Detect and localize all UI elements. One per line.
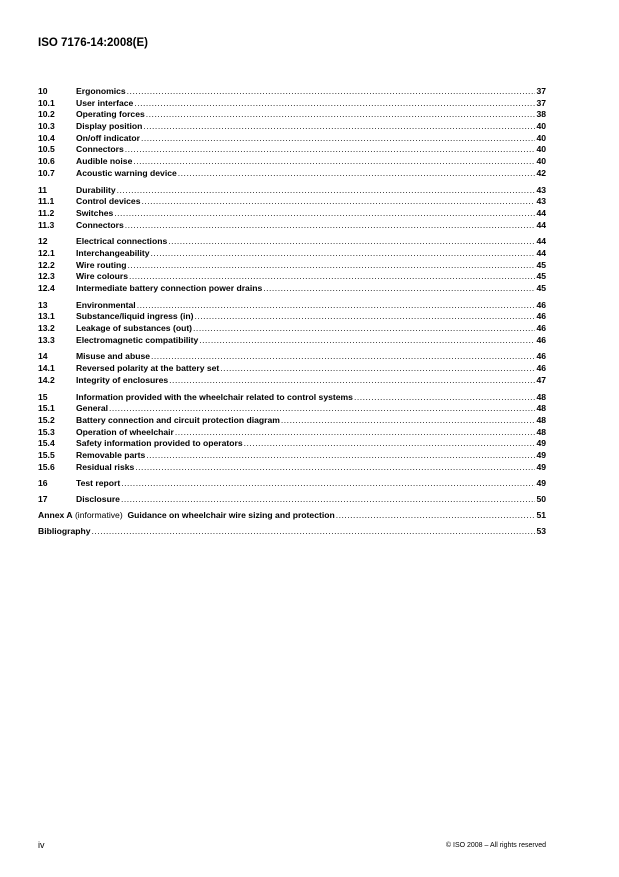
dot-leader [281,415,536,427]
toc-page: 37 [536,97,546,108]
toc-entry[interactable] [38,271,546,283]
dot-leader [143,121,535,133]
toc-title: Connectors [76,219,124,230]
toc-entry[interactable] [38,363,546,375]
toc-entry[interactable] [38,392,546,404]
toc-title: Switches [76,207,114,218]
toc-title: Leakage of substances (out) [76,323,193,334]
toc-page: 46 [536,323,546,334]
toc-number: 11.1 [38,196,55,207]
annex-title: Guidance on wheelchair wire sizing and protection [127,510,335,521]
toc-page: 46 [536,311,546,322]
toc-number: 14.1 [38,363,55,374]
dot-leader [175,427,536,439]
table-of-contents [38,86,546,542]
toc-entry[interactable] [38,300,546,312]
dot-leader [109,403,535,415]
toc-number: 10.5 [38,144,55,155]
toc-entry[interactable] [38,283,546,295]
toc-entry[interactable] [38,144,546,156]
toc-title: Removable parts [76,449,146,460]
toc-entry[interactable] [38,351,546,363]
dot-leader [194,311,535,323]
toc-entry[interactable] [38,168,546,180]
toc-entry[interactable] [38,415,546,427]
toc-number: 17 [38,494,48,505]
dot-leader [129,271,535,283]
toc-page: 46 [536,351,546,362]
toc-page: 40 [536,132,546,143]
toc-title: Operation of wheelchair [76,426,174,437]
toc-number: 14 [38,351,48,362]
toc-page: 40 [536,144,546,155]
toc-group-14 [38,351,546,386]
toc-number: 10.3 [38,121,55,132]
dot-leader [199,335,535,347]
toc-number: 15.1 [38,403,55,414]
toc-page: 44 [536,219,546,230]
toc-number: 10.2 [38,109,55,120]
toc-page: 48 [536,403,546,414]
toc-page: 48 [536,414,546,425]
toc-page: 49 [536,438,546,449]
dot-leader [128,260,536,272]
toc-entry-disclosure[interactable] [38,494,546,506]
dot-leader [193,323,535,335]
toc-number: 13 [38,299,48,310]
toc-number: 10.1 [38,97,55,108]
toc-number: 12 [38,236,48,247]
toc-title: User interface [76,97,134,108]
toc-title: Acoustic warning device [76,167,177,178]
toc-title: Test report [76,478,121,489]
toc-entry[interactable] [38,236,546,248]
toc-page: 45 [536,259,546,270]
toc-entry[interactable] [38,86,546,98]
toc-title: Reversed polarity at the battery set [76,363,220,374]
toc-entry[interactable] [38,375,546,387]
dot-leader [169,375,535,387]
toc-title: Durability [76,184,116,195]
toc-entry[interactable] [38,98,546,110]
toc-number: 15.4 [38,438,55,449]
annex-label: Annex A [38,510,73,521]
dot-leader [135,462,535,474]
toc-title: Control devices [76,196,141,207]
toc-entry[interactable] [38,208,546,220]
copyright-notice: © ISO 2008 – All rights reserved [445,842,546,849]
toc-number: 15 [38,391,48,402]
toc-number: 14.2 [38,374,55,385]
toc-title: Wire colours [76,271,128,282]
toc-page: 49 [536,449,546,460]
toc-entry[interactable] [38,156,546,168]
toc-entry[interactable] [38,109,546,121]
toc-number: 15.2 [38,414,55,425]
toc-page: 40 [536,156,546,167]
toc-page: 43 [536,184,546,195]
toc-number: 10.6 [38,156,55,167]
page-number: iv [38,840,45,850]
toc-entry[interactable] [38,121,546,133]
toc-page: 44 [536,207,546,218]
dot-leader [92,526,536,538]
toc-page: 46 [536,363,546,374]
toc-page: 45 [536,271,546,282]
toc-number: 16 [38,478,48,489]
toc-page: 49 [536,478,546,489]
toc-page: 50 [536,494,546,505]
toc-group-10 [38,86,546,180]
toc-entry[interactable] [38,438,546,450]
toc-number: 13.3 [38,334,55,345]
dot-leader [168,236,535,248]
toc-page: 40 [536,121,546,132]
toc-entry[interactable] [38,185,546,197]
toc-title: Electromagnetic compatibility [76,334,199,345]
toc-title: Integrity of enclosures [76,374,169,385]
toc-title: Residual risks [76,461,135,472]
dot-leader [336,510,536,522]
toc-entry[interactable] [38,196,546,208]
toc-entry[interactable] [38,462,546,474]
toc-page: 46 [536,299,546,310]
toc-group-15 [38,392,546,474]
toc-entry[interactable] [38,427,546,439]
toc-page: 48 [536,426,546,437]
toc-entry[interactable] [38,248,546,260]
toc-number: 11.2 [38,207,55,218]
dot-leader [146,109,536,121]
dot-leader [178,168,536,180]
toc-number: 15.6 [38,461,55,472]
toc-title: Safety information provided to operators [76,438,243,449]
toc-page: 53 [536,526,546,537]
toc-entry-annex-a[interactable] [38,510,546,522]
toc-entry[interactable] [38,311,546,323]
toc-number: 11 [38,184,48,195]
toc-entry[interactable] [38,403,546,415]
toc-entry[interactable] [38,323,546,335]
dot-leader [244,438,536,450]
dot-leader [354,392,535,404]
toc-page: 43 [536,196,546,207]
toc-entry[interactable] [38,220,546,232]
toc-page: 44 [536,247,546,258]
toc-page: 51 [536,510,546,521]
toc-page: 49 [536,461,546,472]
toc-title: Information provided with the wheelchair related to control systems [76,391,353,402]
bibliography-title: Bibliography [38,526,91,537]
toc-entry[interactable] [38,335,546,347]
toc-title: Battery connection and circuit protection diagram [76,414,280,425]
dot-leader [117,185,536,197]
toc-number: 12.1 [38,247,55,258]
dot-leader [151,351,535,363]
toc-group-11 [38,185,546,232]
toc-entry[interactable] [38,450,546,462]
toc-page: 48 [536,391,546,402]
dot-leader [134,98,535,110]
toc-page: 44 [536,236,546,247]
toc-number: 12.2 [38,259,55,270]
toc-title: Wire routing [76,259,127,270]
toc-number: 10 [38,86,48,96]
toc-number: 15.3 [38,426,55,437]
dot-leader [263,283,535,295]
toc-title: Intermediate battery connection power drains [76,283,263,293]
dot-leader [133,156,535,168]
toc-title: On/off indicator [76,132,140,143]
toc-title: Display position [76,121,143,132]
toc-title: Ergonomics [76,86,126,96]
dot-leader [137,300,536,312]
dot-leader [125,220,536,232]
dot-leader [114,208,535,220]
toc-entry-test-report[interactable] [38,478,546,490]
dot-leader [151,248,536,260]
toc-number: 11.3 [38,219,55,230]
toc-title: Interchangeability [76,247,150,258]
toc-entry[interactable] [38,133,546,145]
toc-group-12 [38,236,546,294]
toc-number: 13.1 [38,311,55,322]
toc-title: Misuse and abuse [76,351,151,362]
toc-page: 38 [536,109,546,120]
toc-page: 47 [536,374,546,385]
toc-page: 45 [536,283,546,293]
dot-leader [141,133,535,145]
dot-leader [146,450,535,462]
toc-number: 10.7 [38,167,55,178]
toc-number: 12.4 [38,283,55,293]
toc-title: General [76,403,109,414]
toc-title: Operating forces [76,109,145,120]
document-id: ISO 7176-14:2008(E) [38,37,148,49]
toc-number: 13.2 [38,323,55,334]
toc-page: 37 [536,86,546,96]
toc-title: Connectors [76,144,124,155]
toc-number: 15.5 [38,449,55,460]
toc-entry[interactable] [38,260,546,272]
toc-title: Substance/liquid ingress (in) [76,311,194,322]
toc-title: Audible noise [76,156,133,167]
dot-leader [125,144,536,156]
annex-informative: (informative) [74,510,123,521]
toc-page: 46 [536,334,546,345]
dot-leader [121,494,535,506]
dot-leader [127,86,536,98]
toc-group-13 [38,300,546,347]
toc-entry-bibliography[interactable] [38,526,546,538]
toc-title: Disclosure [76,494,120,505]
toc-number: 12.3 [38,271,55,282]
dot-leader [121,478,535,490]
toc-number: 10.4 [38,132,55,143]
dot-leader [141,196,535,208]
dot-leader [220,363,535,375]
toc-page: 42 [536,167,546,178]
toc-title: Electrical connections [76,236,168,247]
toc-title: Environmental [76,299,136,310]
